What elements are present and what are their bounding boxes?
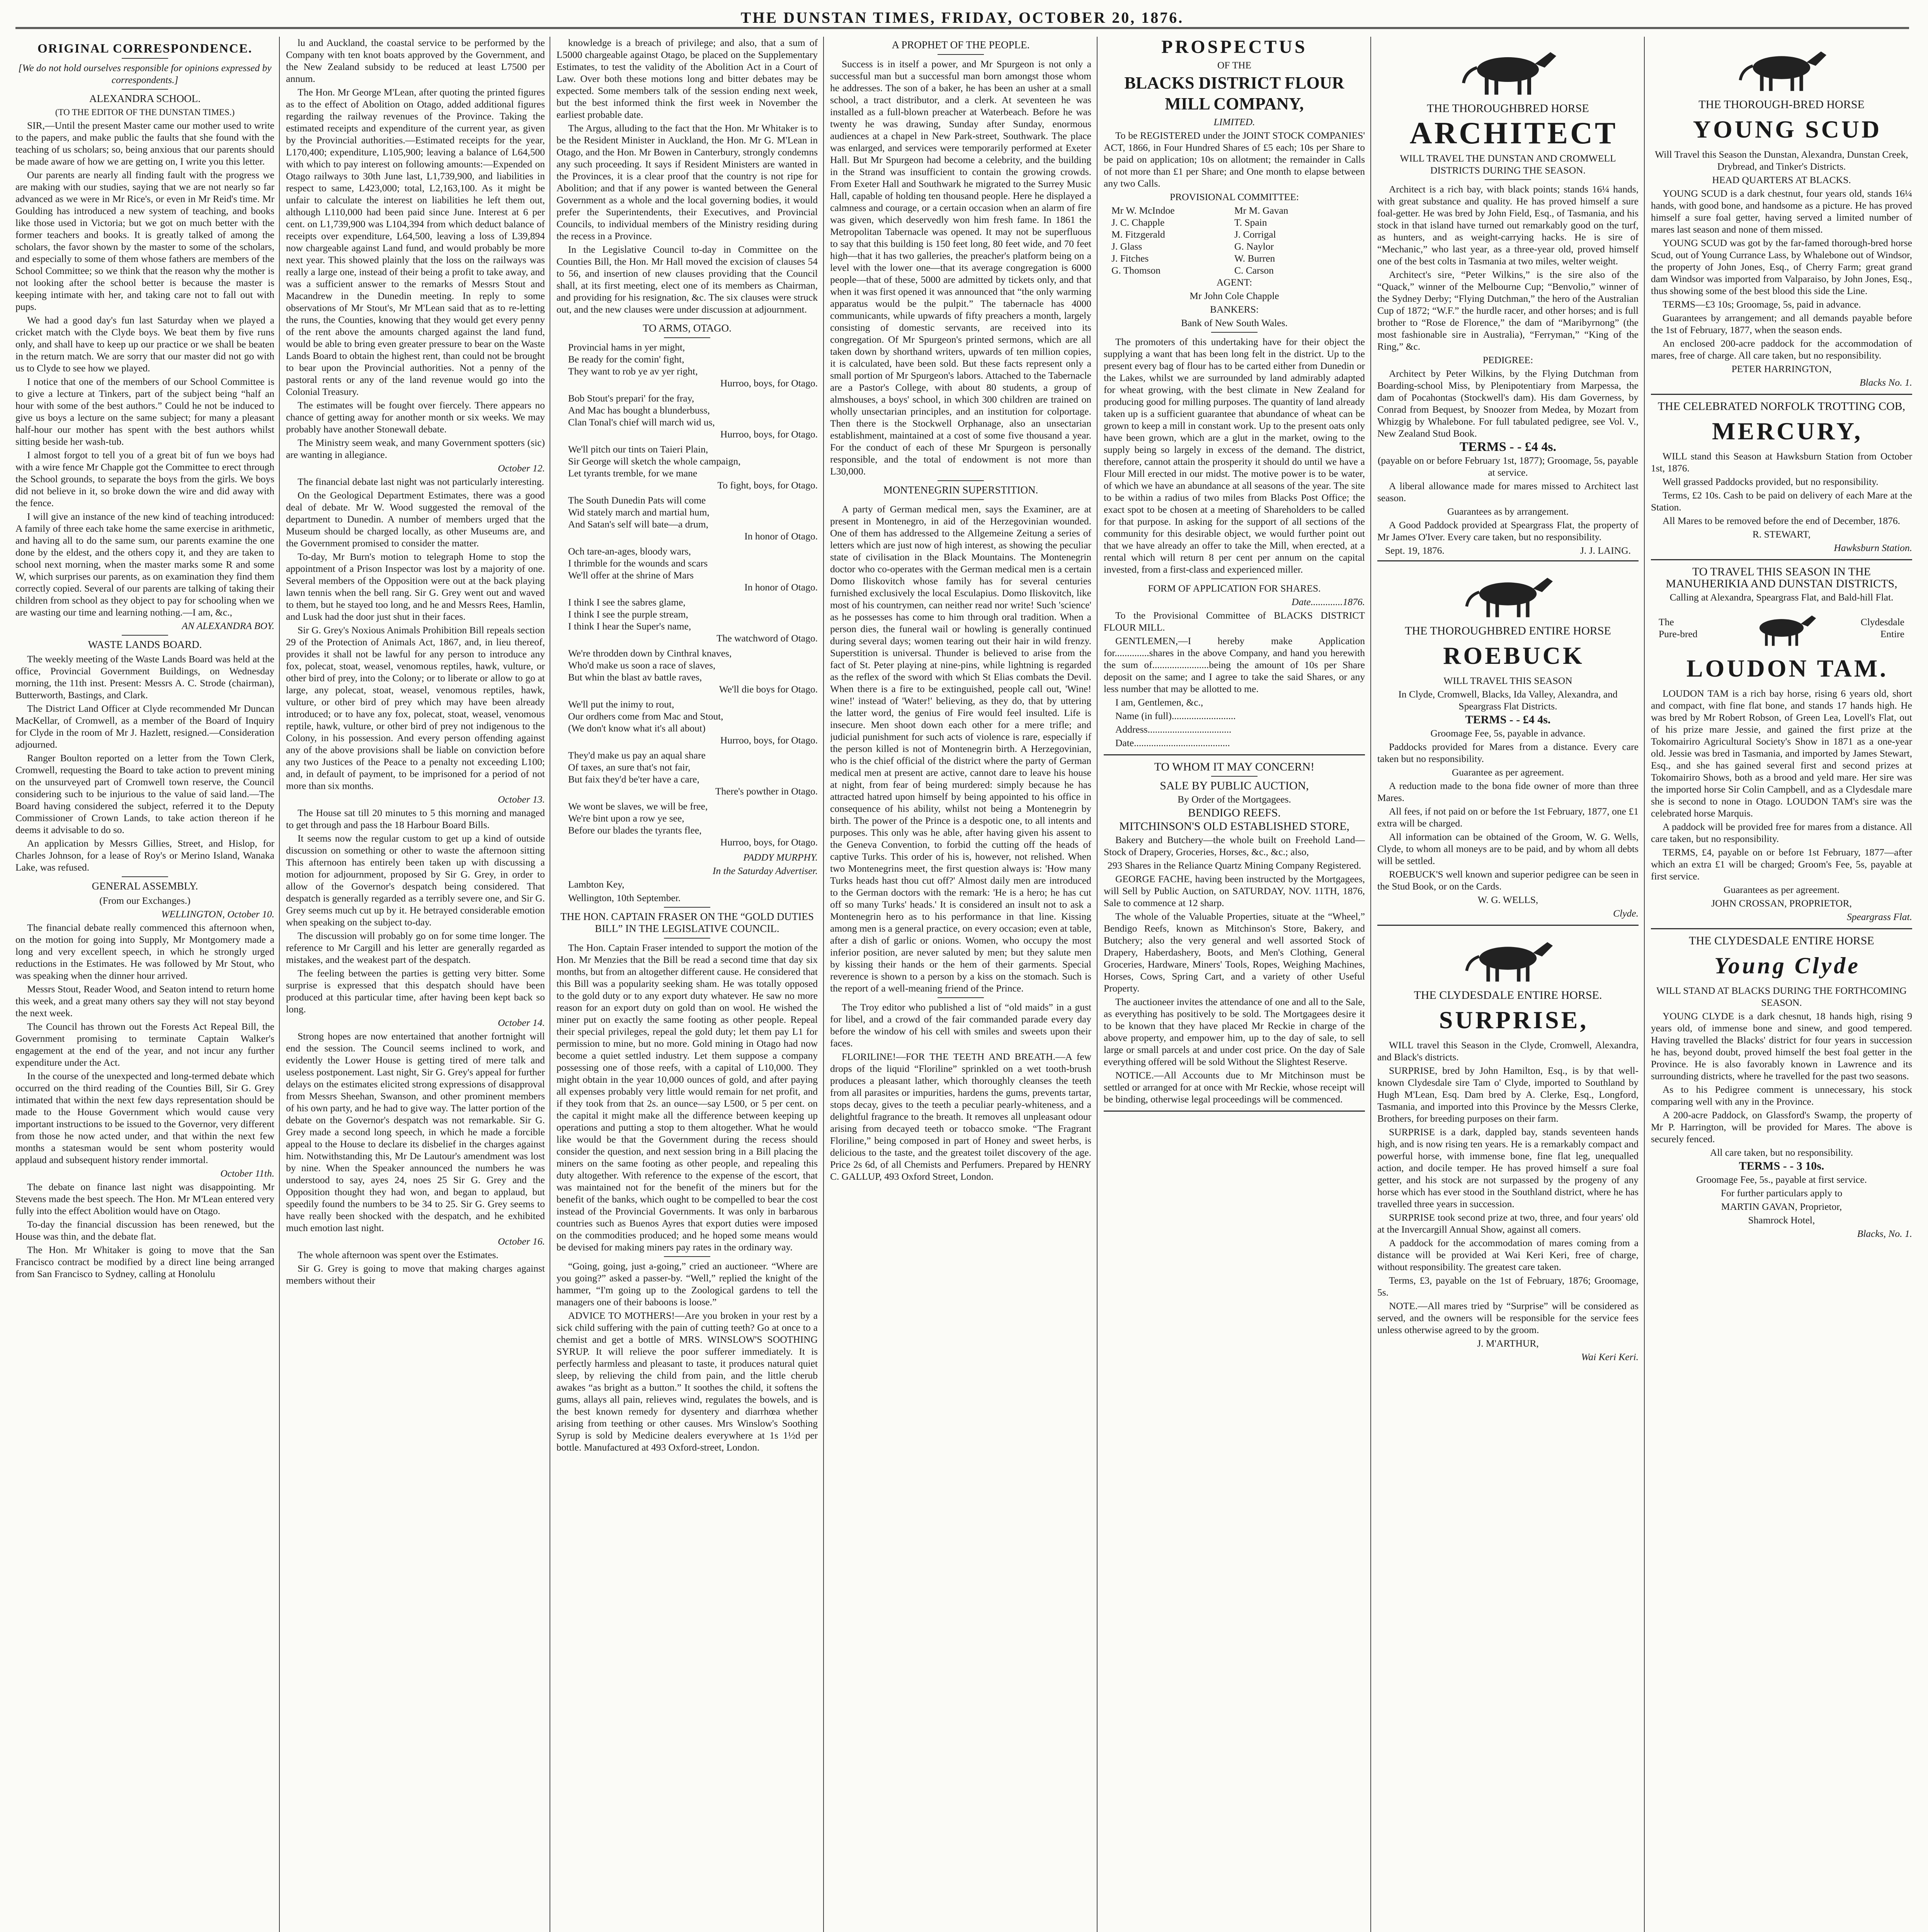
poem-line: Who'd make us soon a race of slaves, <box>568 660 716 671</box>
paragraph: Ranger Boulton reported on a letter from the Town Clerk, Cromwell, requesting the Board to take action to prevent mining on the unsurveyed part of Cromwell town reserve, the Council considering such to be injurious to the value of said land.—The Board having considered the subject, referred it to the Deputy Commissioner of Crown Lands, to take action thereon if he deems it advisable to do so. <box>15 752 274 835</box>
poem-line: And Mac has bought a blunderbuss, <box>568 405 710 416</box>
agent-heading: AGENT: <box>1216 277 1252 288</box>
architect-signoff <box>1377 544 1639 556</box>
poem-line: Our ordhers come from Mac and Stout, <box>568 711 723 722</box>
paragraph: A paddock for the accommodation of mares coming from a distance will be provided at Wai Keri Keri, free of charge, without responsibility. The greatest care taken. <box>1377 1237 1639 1272</box>
column-6 <box>1377 37 1639 1932</box>
tam-banner-right <box>1820 616 1904 640</box>
paragraph: Strong hopes are now entertained that another fortnight will end the session. The Council seems inclined to work, and evidently the Lower House is getting tired of mere talk and useless postponement. Last night, Sir G. Grey's appeal for further delays on the estimates elicited strong expressions of disapproval from Messrs Sheehan, Swanson, and other prominent members of his own party, and he had to give way. The latter portion of the debate on the Governor's despatch was not remarkable. Sir G. Grey made a second long speech, in which he made a forcible appeal to the House to declare its disbelief in the charges against him. Notwithstanding this, Mr De Lautour's amendment was lost by nine. When the Speaker announced the numbers he was understood to say, ayes 24, noes 25 Sir G. Grey and the Opposition thought they had won, and began to applaud, but speedily found the numbers to be 34 to 25. Sir G. Grey seems to have really been shocked with the despatch, and he exhibited much emotion last night. <box>286 1031 545 1233</box>
paragraph: An enclosed 200-acre paddock for the accommodation of mares, free of charge. All care taken, but no responsibility. <box>1651 338 1912 361</box>
paragraph: The Argus, alluding to the fact that the Hon. Mr Whitaker is to be the Resident Minister in Auckland, the Hon. Mr G. M'Lean in Otago, and the Hon. Mr Bowen in Canterbury, strongly condemns any such proceeding. It says if Resident Ministers are wanted in the Provinces, it is a clear proof that the country is not ripe for Abolition; and that if any power is wanted between the General Government as a whole and the local governing bodies, it would prefer the Superintendents, their Executives, and Provincial Councils, to individual members of the Ministry residing during the recess in a Province. <box>556 122 818 242</box>
poem-line: Hurroo, boys, for Otago. <box>720 378 818 389</box>
poem-line: Och tare-an-ages, bloody wars, <box>568 546 691 557</box>
dateline: October 13. <box>498 794 545 805</box>
poem-line: Of taxes, an sure that's not fair, <box>568 762 691 773</box>
paragraph: The Hon. Mr Whitaker is going to move that the San Francisco contract be modified by a direct line being arranged from San Francisco to Sydney, calling at Honolulu <box>15 1244 274 1279</box>
poem-line: In honor of Otago. <box>744 531 818 542</box>
paragraph: As to his Pedigree comment is unnecessary, his stock comparing well with any in the Province. <box>1651 1084 1912 1107</box>
paragraph: TERMS, £4, payable on or before 1st February, 1877—after which an extra £1 will be charged; Groom's Fee, 5s, payable at first service. <box>1651 847 1912 882</box>
committee-member: Mr M. Gavan <box>1234 205 1288 216</box>
column-rule <box>279 37 280 1932</box>
heading-to-arms: TO ARMS, OTAGO. <box>643 322 732 334</box>
paragraph: The Ministry seem weak, and many Government spotters (sic) are wanting in allegiance. <box>286 437 545 460</box>
poem-line: They'd make us pay an aqual share <box>568 750 706 761</box>
roebuck-place: Clyde. <box>1613 908 1639 919</box>
scud-place: Blacks No. 1. <box>1860 377 1912 388</box>
paragraph: The weekly meeting of the Waste Lands Board was held at the office, Provincial Government Buildings, on Wednesday morning, the 11th inst. Present: Messrs A. C. Strode (chairman), Butterworth, Bastings, and Clark. <box>15 653 274 701</box>
poem-line: Be ready for the comin' fight, <box>568 354 684 365</box>
poem-line: We're bint upon a row ye see, <box>568 813 684 824</box>
paragraph: The discussion will probably go on for some time longer. The reference to Mr Cargill and his letter are generally regarded as mistakes, and the weakest part of the despatch. <box>286 930 545 965</box>
bankers-name: Bank of New South Wales. <box>1181 317 1288 328</box>
column-2 <box>286 37 545 1932</box>
column-7 <box>1651 37 1912 1932</box>
committee-member: J. Corrigal <box>1234 229 1276 240</box>
paragraph: All care taken, but no responsibility. <box>1710 1147 1853 1158</box>
paragraph: All fees, if not paid on or before the 1st February, 1877, one £1 extra will be charged. <box>1377 806 1639 829</box>
column-5 <box>1104 37 1365 1932</box>
separator <box>122 635 168 636</box>
paragraph: Our parents are nearly all finding fault with the progress we are making with our studies, saying that we are not nearly so far advanced as we were in Mr Rice's, or even in Mr Reid's time. Mr Goulding has introduced a new system of teaching, and books like those used in Victoria; but we got on much better with the former teachers and books. It is greatly talked of among the scholars, the favor shown by the master to some of the scholars, and especially to some of them whose fathers are members of the School Committee; so we think that the reason why the mother is not looking after the school better is because the master is keeping intimate with her, and taking care not to fall out with pups. <box>15 169 274 312</box>
poet-name: PADDY MURPHY. <box>743 852 818 863</box>
poem-line: And Satan's self will bate—a drum, <box>568 519 708 530</box>
paragraph: We had a good day's fun last Saturday when we played a cricket match with the Clyde boys. We beat them by five runs only, and shall have to keep up our practice or we shall be beaten in the return match. We are sorry that our master did not go with us to Clyde to see how we played. <box>15 315 274 374</box>
heading-assembly: GENERAL ASSEMBLY. <box>92 880 198 892</box>
paragraph: Architect's sire, “Peter Wilkins,” is the sire also of the “Quack,” winner of the Melbourne Cup; “Benvolio,” winner of the Sydney Derby; “Flying Dutchman,” the hero of the Australian Cup of 1872; “W.F.” the hurdle racer, and other horses; and is full brother to “Rose de Florence,” the dam of “Maribyrnong” (the most fashionable sire in Australia), “Ferryman,” “King of the Ring,” &c. <box>1377 269 1639 352</box>
column-rule <box>823 37 824 1932</box>
poem-line: We'll die boys for Otago. <box>719 684 818 695</box>
scud-hq: HEAD QUARTERS AT BLACKS. <box>1712 174 1851 185</box>
agent-name: Mr John Cole Chapple <box>1189 290 1279 301</box>
separator <box>1211 578 1258 579</box>
column-3 <box>556 37 818 1932</box>
mercury-ad <box>1651 400 1912 560</box>
form-date: Date.............1876. <box>1292 596 1365 607</box>
company-name: BLACKS DISTRICT FLOUR MILL COMPANY, <box>1124 73 1344 113</box>
paragraph: Paddocks provided for Mares from a distance. Every care taken but no responsibility. <box>1377 741 1639 764</box>
form-date-line: Date....................................... <box>1115 737 1230 748</box>
masthead <box>15 8 1909 29</box>
committee-member: J. Fitches <box>1111 253 1149 264</box>
committee-member: M. Fitzgerald <box>1111 229 1165 240</box>
surprise-name: SURPRISE, <box>1439 1006 1589 1034</box>
architect-pre: THE THOROUGHBRED HORSE <box>1427 102 1589 115</box>
tam-pure: Pure-bred <box>1659 628 1698 639</box>
paragraph: SURPRISE took second prize at two, three, and four years' old at the Invercargill Annual Show, against all comers. <box>1377 1212 1639 1235</box>
column-1 <box>15 37 274 1932</box>
paragraph: The financial debate really commenced this afternoon when, on the motion for going into Supply, Mr Montgomery made a long and very excellent speech, in which he strongly urged reductions in the Estimates. He was followed by Mr Stout, who was speaking when the dinner hour arrived. <box>15 922 274 981</box>
poem-line: Provincial hams in yer might, <box>568 342 685 353</box>
paragraph: I almost forgot to tell you of a great bit of fun we boys had with a wire fence Mr Chapple got the Committee to erect through the School grounds, to separate the boys from the girls. We boys did not believe in it, so broke down the wire and did away with the fence. <box>15 449 274 509</box>
poem-line: I think I see the purple stream, <box>568 609 688 620</box>
roebuck-name: ROEBUCK <box>1443 642 1584 669</box>
paragraph: Bakery and Butchery—the whole built on Freehold Land—Stock of Drapery, Groceries, Horses, &c., &c.; also, <box>1104 834 1365 857</box>
tam-owner: JOHN CROSSAN, PROPRIETOR, <box>1711 898 1852 909</box>
whom-heading: TO WHOM IT MAY CONCERN! <box>1154 760 1315 773</box>
paragraph: The promoters of this undertaking have for their object the supplying a want that has been long felt in the district. Up to the present every bag of flour has to be carted either from Dunedin or the Lakes, whilst we are surrounded by land admirably adapted for wheat growing, with the best climate in New Zealand for producing good for milling purposes. The quantity of land already taken up is a sufficient guarantee that abundance of wheat can be grown to keep a mill in constant work. Up to the present oats only have been grown, which are a glut in the market, owing to the supply being so largely in excess of the demand. The district, therefore, cannot attain the prosperity it should do until we have a Flour Mill erected in our midst. The motive power is to be water, of which we have an abundance at all seasons of the year. The site to be within a radius of two miles from Blacks Post Office; the exact spot to be chosen at a meeting of Shareholders to be called for that purpose. In asking for the support of all sections of the community for this desirable object, we would further point out that we have already an offer to take the Mill, when erected, at a rental which will return 8 per cent per annum on the capital invested, from a first-class and experienced miller. <box>1104 336 1365 575</box>
paragraph: Guarantees as by arrangement. <box>1447 506 1569 517</box>
yc-pre: THE CLYDESDALE ENTIRE HORSE <box>1689 934 1874 947</box>
mercury-name: MERCURY, <box>1712 417 1863 445</box>
paragraph: The House sat till 20 minutes to 5 this morning and managed to get through and pass the 18 Harbour Board Bills. <box>286 807 545 830</box>
separator <box>664 938 710 939</box>
paragraph: In the course of the unexpected and long-termed debate which occurred on the third reading of the Counties Bill, Sir G. Grey intimated that within the next few days representation should be made to the House Government which would cause very important instructions to be issued to the Governor, very different from those he now acted under, and that within the next few months a statesman would be sent whom posterity would applaud and subsequent history render immortal. <box>15 1070 274 1165</box>
paragraph: All information can be obtained of the Groom, W. G. Wells, Clyde, to whom all moneys are to be paid, and by whom all debts will be settled. <box>1377 831 1639 866</box>
paragraph: SURPRISE is a dark, dappled bay, stands seventeen hands high, and is now rising ten years. He is a remarkably compact and powerful horse, with immense bone, fine flat leg, unequalled action, and docile temper. He has proved himself a sure foal getter, and his stock are not surpassed by the progeny of any horse which has ever stood in the Southland district, where he has travelled three years in succession. <box>1377 1126 1639 1209</box>
scud-owner: PETER HARRINGTON, <box>1731 363 1832 374</box>
paragraph: The whole afternoon was spent over the Estimates. <box>298 1249 499 1260</box>
paragraph: NOTICE.—All Accounts due to Mr Mitchinson must be settled or arranged for at once with Mr Reckie, whose receipt will be binding, otherwise legal proceedings will be commenced. <box>1104 1070 1365 1105</box>
paragraph: I notice that one of the members of our School Committee is to give a lecture at Tinkers, part of the subject being “half an hour with some of the best authors.” Could he not be induced to give us boys a lecture on the same subject; for many a pleasant half-hour our mother has spent with the best authors whilst sitting beside her wash-tub. <box>15 376 274 447</box>
committee-member: W. Burren <box>1234 253 1275 264</box>
masthead-title: THE DUNSTAN TIMES, FRIDAY, OCTOBER 20, 1876. <box>740 9 1184 26</box>
paragraph: To be REGISTERED under the JOINT STOCK COMPANIES' ACT, 1866, in Four Hundred Shares of £5 each; 10s per Share to be paid on application; 10s on allotment; the remainder in Calls of not more than £1 per Share; and One month to elapse between any two Calls. <box>1104 130 1365 189</box>
paragraph: Sir G. Grey's Noxious Animals Prohibition Bill repeals section 29 of the Protection of Animals Act, 1867, and, in lieu thereof, provides it shall not be lawful for any person to introduce any fox, polecat, stoat, weasel, venomous reptiles, hawk, vulture, or other bird of prey, into the Colony; or to liberate or allow to go at large, any polecat, stoat, weasel, venomous reptiles, hawk, vulture, or other bird of prey which may have been already introduced; or to have any fox, polecat, stoat, weasel, venomous reptile, hawk, vulture, or other bird of prey not indigenous to the Colony, in his possession. And every person offending against any of the above provisions shall be liable on conviction before any two Justices of the Peace to a penalty not exceeding L100; and, in default of payment, to be imprisoned for a period of not more than six months. <box>286 624 545 791</box>
paragraph: The auctioneer invites the attendance of one and all to the Sale, as everything has positively to be sold. The Mortgagees desire it to be known that they have placed Mr Reckie in charge of the above property, and empower him, up to the day of sale, to sell large or small parcels at and under cost price. On the day of Sale everything offered will be sold Without the Slightest Reserve. <box>1104 996 1365 1067</box>
paragraph: Terms, £2 10s. Cash to be paid on delivery of each Mare at the Station. <box>1651 490 1912 513</box>
architect-date: Sept. 19, 1876. <box>1385 545 1445 556</box>
shares: 293 Shares in the Reliance Quartz Mining Company Registered. <box>1107 860 1361 871</box>
committee-right <box>1234 204 1357 276</box>
paragraph: The Hon. Mr George M'Lean, after quoting the printed figures as to the effect of Abolition on Otago, added additional figures regarding the railway revenues of the Province. Taking the estimated receipts and expenditure of the current year, as given by the Provincial authorities.—Estimated receipts for the year, L170,400; expenditure, L105,900; leaving a balance of L64,500 with which to pay interest on following amounts:—Expended on Otago railways to 30th June last, L1,739,900, and liabilities in respect to same, L423,000; total, L2,163,100. As it might be unfair to calculate the interest on liabilities he left them out, although L110,000 had been paid since June. Interest at 6 per cent. on L1,739,900 was L104,394 from which deduct balance of receipts over expenditure, L64,500, leaving a loss of L39,894 now chargeable against Land fund, and would probably be more next year. This showed plainly that the loss on the railways was really a large one, instead of their being a profit to take away, and was a sufficient answer to the remarks of Messrs Stout and Macandrew in the Dunedin meeting. In reply to some observations of Mr Stout's, Mr M'Lean said that as to re-letting the runs, the Counties, knowing that they would get every penny of the rent above the amounts charged against the land fund, would be able to bring even greater pressure to bear on the Waste Lands Board to obtain the highest rent, than could not be brought to bear upon the Provincial authorities. Not a penny of the pastoral rents or any of the land revenue would go into the Colonial Treasury. <box>286 87 545 397</box>
column-4 <box>830 37 1091 1932</box>
poem-line: We'll pitch our tints on Taieri Plain, <box>568 444 708 455</box>
form-close: I am, Gentlemen, &c., <box>1115 697 1203 708</box>
separator <box>1211 776 1258 777</box>
poem-line: We'll put the inimy to rout, <box>568 699 674 710</box>
poem-line: In honor of Otago. <box>744 582 818 593</box>
bendigo: BENDIGO REEFS. <box>1188 806 1281 819</box>
horse-icon <box>1731 41 1832 95</box>
poem-line: To fight, boys, for Otago. <box>717 480 818 491</box>
tam-entire: Entire <box>1880 628 1904 639</box>
surprise-owner: J. M'ARTHUR, <box>1477 1338 1539 1349</box>
poem-line: But whin the blast av battle raves, <box>568 672 702 683</box>
paragraph: WILL stand this Season at Hawksburn Station from October 1st, 1876. <box>1651 451 1912 474</box>
paragraph: A reduction made to the bona fide owner of more than three Mares. <box>1377 780 1639 803</box>
horse-icon <box>1458 567 1558 621</box>
paragraph: Well grassed Paddocks provided, but no responsibility. <box>1663 476 1879 487</box>
poem-line: Clan Tonal's chief will march wid us, <box>568 417 715 428</box>
paragraph: A paddock will be provided free for mares from a distance. All care taken, but no responsibility. <box>1651 821 1912 844</box>
paragraph: ROEBUCK'S well known and superior pedigree can be seen in the Stud Book, or on the Cards. <box>1377 869 1639 892</box>
bankers-heading: BANKERS: <box>1210 304 1259 315</box>
heading-waste-lands: WASTE LANDS BOARD. <box>88 639 202 650</box>
paragraph: ADVICE TO MOTHERS!—Are you broken in your rest by a sick child suffering with the pain of cutting teeth? Go at once to a chemist and get a bottle of MRS. WINSLOW'S SOOTHING SYRUP. It will relieve the poor sufferer immediately. It is perfectly harmless and pleasant to taste, it produces natural quiet sleep, by relieving the child from pain, and the little cherub awakes “as bright as a button.” It soothes the child, it softens the gums, allays all pain, relieves wind, regulates the bowels, and is the best known remedy for dysentery and diarrhœa whether arising from teething or other causes. Mrs Winslow's Soothing Syrup is sold by Medicine dealers everywhere at 1s 1½d per bottle. Manufactured at 493 Oxford-street, London. <box>556 1310 818 1453</box>
scud-travel: Will Travel this Season the Dunstan, Alexandra, Dunstan Creek, Drybread, and Tinker's Districts. <box>1655 149 1908 172</box>
horse-icon <box>1454 41 1562 99</box>
separator <box>1211 332 1258 333</box>
committee-member: G. Naylor <box>1234 241 1274 252</box>
architect-terms: TERMS - - £4 4s. <box>1459 440 1557 454</box>
paragraph: The feeling between the parties is getting very bitter. Some surprise is expressed that this despatch should have been produced at this particular time, after having been kept back so long. <box>286 968 545 1015</box>
paragraph: To-day the financial discussion has been renewed, but the House was thin, and the debate flat. <box>15 1219 274 1242</box>
committee-member: T. Spain <box>1234 217 1267 228</box>
column-rule <box>1097 37 1098 1932</box>
paragraph: knowledge is a breach of privilege; and also, that a sum of L5000 chargeable against Otago, be placed on the Supplementary Estimates, to test the validity of the Abolition Act in a Court of Law. Over both these motions long and bitter debates may be expected. Some members talk of the session ending next week, but the best informed think the first week in November the earliest probable date. <box>556 37 818 120</box>
separator <box>664 1256 710 1257</box>
heading-school: ALEXANDRA SCHOOL. <box>89 93 201 104</box>
surprise-ad <box>1377 931 1639 1363</box>
poem-line: But faix they'd be'ter have a care, <box>568 774 699 785</box>
roebuck-owner: W. G. WELLS, <box>1477 894 1538 905</box>
exchanges-note: (From our Exchanges.) <box>99 895 191 906</box>
yc-terms: TERMS - - 3 10s. <box>1739 1160 1824 1172</box>
separator <box>938 54 984 55</box>
horse-icon <box>1743 605 1820 651</box>
committee-list <box>1104 204 1365 276</box>
poem-line: We'll offer at the shrine of Mars <box>568 570 694 581</box>
paragraph: For further particulars apply to <box>1720 1187 1843 1199</box>
paragraph: GEORGE FACHE, having been instructed by the Mortgagees, will Sell by Public Auction, on SATURDAY, NOV. 11TH, 1876, Sale to commence at 12 sharp. <box>1104 873 1365 908</box>
paragraph: A Good Paddock provided at Speargrass Flat, the property of Mr James O'Iver. Every care taken, but no responsibility. <box>1377 519 1639 543</box>
committee-member: Mr W. McIndoe <box>1111 205 1175 216</box>
committee-heading: PROVISIONAL COMMITTEE: <box>1169 191 1299 202</box>
separator <box>122 58 168 59</box>
committee-member: G. Thomson <box>1111 265 1161 276</box>
separator <box>1485 179 1531 180</box>
mercury-pre: THE CELEBRATED NORFOLK TROTTING COB, <box>1657 400 1906 413</box>
auction-ad <box>1104 761 1365 1112</box>
architect-ad <box>1377 41 1639 561</box>
yc-travel: WILL STAND AT BLACKS DURING THE FORTHCOMING SEASON. <box>1656 985 1907 1008</box>
poem-line: I thrimble for the wounds and scars <box>568 558 708 569</box>
paragraph: TERMS—£3 10s; Groomage, 5s, paid in advance. <box>1663 299 1861 310</box>
form-address-line: Address.................................. <box>1115 724 1232 735</box>
separator <box>664 318 710 319</box>
paragraph: It seems now the regular custom to get up a kind of outside discussion on something or other to waste the afternoon sitting This afternoon has entirely been taken up with discussing a motion for adjournment, proposed by Sir G. Grey, in order to allow of the Governor's despatch being considered. That despatch is generally regarded as a terribly severe one, and Sir G. Grey seems much cut up by it. He betrayed considerable emotion when speaking on the subject to-day. <box>286 833 545 928</box>
paragraph: The District Land Officer at Clyde recommended Mr Duncan MacKellar, of Cromwell, as a member of the Board of Inquiry for Clyde in the room of Mr J. Hazlett, resigned.—Consideration adjourned. <box>15 703 274 750</box>
dateline: WELLINGTON, October 10. <box>161 908 274 920</box>
poet-source: In the Saturday Advertiser. <box>713 865 818 876</box>
heading-correspondence: ORIGINAL CORRESPONDENCE. <box>37 42 252 56</box>
poem-line: We're throdden down by Cinthral knaves, <box>568 648 732 659</box>
poem <box>556 341 818 848</box>
paragraph: YOUNG SCUD is a dark chestnut, four years old, stands 16¼ hands, with good bone, and handsome as a picture. He has proved himself a sure foal getter, having served a limited number of mares last season and none of them missed. <box>1651 188 1912 235</box>
scud-pre: THE THOROUGH-BRED HORSE <box>1698 98 1865 111</box>
poem-line: Hurroo, boys, for Otago. <box>720 429 818 440</box>
dateline: October 16. <box>498 1236 545 1247</box>
roebuck-terms-detail: Groomage Fee, 5s, payable in advance. <box>1430 728 1586 739</box>
poem-line: I think I hear the Super's name, <box>568 621 691 632</box>
disclaimer: [We do not hold ourselves responsible for opinions expressed by correspondents.] <box>18 62 272 85</box>
surprise-place: Wai Keri Keri. <box>1581 1351 1639 1362</box>
tam-banner <box>1651 605 1912 651</box>
mercury-owner: R. STEWART, <box>1752 529 1811 540</box>
yc-hotel: Shamrock Hotel, <box>1748 1214 1815 1226</box>
committee-member: J. Glass <box>1111 241 1142 252</box>
heading-montenegrin: MONTENEGRIN SUPERSTITION. <box>883 484 1038 496</box>
tam-clydesdale: Clydesdale <box>1860 616 1904 628</box>
poem-line: We wont be slaves, we will be free, <box>568 801 708 812</box>
paragraph: Terms, £3, payable on the 1st of February, 1876; Groomage, 5s. <box>1377 1275 1639 1298</box>
paragraph: To-day, Mr Burn's motion to telegraph Home to stop the appointment of a Prison Inspector was lost by a majority of one. Several members of the Opposition were out at the back playing lawn tennis when the bell rang. Sir G. Grey went out and waved to them, but he stayed too long, and he and Messrs Rees, Hamlin, and Lusk had the door just shut in their faces. <box>286 551 545 622</box>
scud-name: YOUNG SCUD <box>1693 116 1882 143</box>
paragraph: “Going, going, just a-going,” cried an auctioneer. “Where are you going?” asked a passer-by. “Well,” replied the knight of the hammer, “I'm going up to the Zoological gardens to tell the managers one of their baboons is loose.” <box>556 1260 818 1308</box>
paragraph: Sir G. Grey is going to move that making charges against members without their <box>286 1263 545 1286</box>
form-to: To the Provisional Committee of BLACKS DISTRICT FLOUR MILL. <box>1104 610 1365 633</box>
paragraph: FLORILINE!—FOR THE TEETH AND BREATH.—A few drops of the liquid “Floriline” sprinkled on a wet tooth-brush produces a pleasant lather, which thoroughly cleanses the teeth from all parasites or impurities, hardens the gums, prevents tartar, stops decay, gives to the teeth a peculiar pearly-whiteness, and a delightful fragrance to the breath. It removes all unpleasant odour arising from decayed teeth or tobacco smoke. “The Fragrant Floriline,” being composed in part of Honey and sweet herbs, is delicious to the taste, and the greatest toilet discovery of the age. Price 2s 6d, of all Chemists and Perfumers. Prepared by HENRY C. GALLUP, 493 Oxford Street, London. <box>830 1051 1091 1182</box>
paragraph: All Mares to be removed before the end of December, 1876. <box>1663 515 1901 526</box>
tam-pre: TO TRAVEL THIS SEASON IN THE MANUHERIKIA AND DUNSTAN DISTRICTS, <box>1666 565 1897 590</box>
paragraph: Guarantees by arrangement; and all demands payable before the 1st of February, 1877, when the season ends. <box>1651 312 1912 335</box>
separator <box>938 997 984 998</box>
paragraph: Messrs Stout, Reader Wood, and Seaton intend to return home this week, and a great many others say they will not stay beyond the next week. <box>15 983 274 1019</box>
poem-line: Hurroo, boys, for Otago. <box>720 735 818 746</box>
paragraph: The whole of the Valuable Properties, situate at the “Wheel,” Bendigo Reefs, known as Mitchinson's Store, Bakery, and Butchery; also the very general and well assorted Stock of Drapery, Haberdashery, Boots, and Men's Clothing, General Groceries, Hardware, Miners' Tools, Ropes, Weighing Machines, Horses, Cows, Spring Cart, and a variety of other Useful Property. <box>1104 911 1365 994</box>
roebuck-terms: TERMS - - £4 4s. <box>1465 713 1551 726</box>
paragraph: The Council has thrown out the Forests Act Repeal Bill, the Government promising to terminate Captain Walker's engagement at the end of the year, and not incur any further expenditure under the Act. <box>15 1021 274 1068</box>
paragraph: LOUDON TAM is a rich bay horse, rising 6 years old, short and compact, with fine flat bone, and stands 17 hands high. He was bred by Mr Robert Robson, of Green Lea, Lovell's Flat, out of his prize mare Jessie, and gained the first prize at the Tokomairiro Agricultural Society's Show in 1871 as a one-year old. Jessie was bred in Tasmania, and imported by James Stewart, Esq., and she has gained several first and second prizes at Tokomairiro Shows, both as a brood and yeld mare. Her sire was the imported horse Sir Colin Campbell, and as a Clydesdale mare she is second to none in Otago. LOUDON TAM's sire was the celebrated horse Marquis. <box>1651 688 1912 819</box>
of-the: OF THE <box>1217 60 1252 71</box>
paragraph: An application by Messrs Gillies, Street, and Hislop, for Charles Johnson, for a lease of Roy's or Merino Island, Wanaka Lake, was refused. <box>15 838 274 873</box>
surprise-pre: THE CLYDESDALE ENTIRE HORSE. <box>1414 989 1602 1002</box>
column-rule <box>1370 37 1371 1932</box>
signature: AN ALEXANDRA BOY. <box>182 620 274 631</box>
limited: LIMITED. <box>1213 116 1255 128</box>
paragraph: WILL travel this Season in the Clyde, Cromwell, Alexandra, and Black's districts. <box>1377 1039 1639 1063</box>
form-name-line: Name (in full).......................... <box>1115 710 1236 721</box>
paragraph: YOUNG SCUD was got by the far-famed thorough-bred horse Scud, out of Young Currance Lass, by Whalebone out of Windsor, the property of John Jones, Esq., of Cherry Farm; great grand dam Windsor was imported from Valparaiso, by John Jones, Esq., thus showing some of the best blood this side the Line. <box>1651 237 1912 296</box>
separator <box>122 89 168 90</box>
paragraph: Guarantee as per agreement. <box>1452 767 1564 778</box>
poem-line: Let tyrants tremble, for we mane <box>568 468 698 479</box>
sale-heading: SALE BY PUBLIC AUCTION, <box>1160 779 1309 792</box>
column-rule <box>1644 37 1645 1932</box>
paragraph: The Hon. Captain Fraser intended to support the motion of the Hon. Mr Menzies that the Bill be read a second time that day six months, but from an altogether different cause. He considered that this Bill was a popularity seeking sham. He was totally opposed to the gold duty or to any export duty whatever. He saw no more reason for an export duty on gold than on wool. He wished the miner put on exactly the same footing as other people. Repeal their special privileges, repeal the gold duty; let them pay L1 for permission to mine, but no more. Gold mining in Otago had now become a quiet settled industry. Let them suppose a company possessing one of those reefs, with a capital of L10,000. They might obtain in the year 10,000 ounces of gold, and after paying all expenses probably very little would remain for net profit, and if they took from that 2s. an ounce—say L500, or 5 per cent. on the capital it might make all the difference between keeping up operations and putting a stop to them altogether. What he would like would be that the Government during the recess should consider the question, and next session bring in a Bill placing the miners on the same footing as other people, and repealing this duty altogether. With reference to the expense of the escort, that was maintained not for the benefit of the miners but for the benefit of the banks, which ought to be compelled to bear the cost instead of the Provincial Governments. It was only in barbarous countries such as Buenos Ayres that export duties were imposed on the commodities produced; and he hoped some means would be devised for making miners pay rates in the ordinary way. <box>556 942 818 1253</box>
roebuck-where: In Clyde, Cromwell, Blacks, Ida Valley, Alexandra, and Speargrass Flat Districts. <box>1398 689 1618 712</box>
separator <box>122 876 168 877</box>
yc-place: Blacks, No. 1. <box>1857 1228 1912 1239</box>
form-heading: FORM OF APPLICATION FOR SHARES. <box>1148 583 1321 594</box>
poem-line: I think I see the sabres glame, <box>568 597 686 608</box>
poem-line: They want to rob ye av yer right, <box>568 366 698 377</box>
paragraph: Guarantees as per agreement. <box>1723 884 1840 895</box>
separator <box>664 337 710 338</box>
poem-line: Before our blades the tyrants flee, <box>568 825 702 836</box>
paragraph: NOTE.—All mares tried by “Surprise” will be considered as served, and the owners will be responsible for the service fees unless otherwise agreed to by the groom. <box>1377 1300 1639 1335</box>
poem-line: Sir George will sketch the whole campaign, <box>568 456 741 467</box>
architect-owner: J. J. LAING. <box>1580 545 1631 556</box>
paragraph: On the Geological Department Estimates, there was a good deal of debate. Mr W. Wood suggested the removal of the department to Dunedin. A number of members urged that the Museum should be charged locally, as other Museums are, and the Government promised to consider the matter. <box>286 490 545 549</box>
tam-place: Speargrass Flat. <box>1846 911 1912 922</box>
architect-terms-detail: (payable on or before February 1st, 1877); Groomage, 5s, payable at service. <box>1377 455 1639 478</box>
architect-name: ARCHITECT <box>1409 116 1618 150</box>
young-clyde-ad <box>1651 935 1912 1240</box>
tam-banner-left <box>1659 616 1743 640</box>
tam-calls: Calling at Alexandra, Speargrass Flat, and Bald-hill Flat. <box>1669 592 1894 603</box>
poet-date: Wellington, 10th September. <box>568 892 681 903</box>
pedigree-heading: PEDIGREE: <box>1482 354 1533 366</box>
heading-fraser: THE HON. CAPTAIN FRASER ON THE “GOLD DUTIES BILL” IN THE LEGISLATIVE COUNCIL. <box>560 911 814 934</box>
yc-owner: MARTIN GAVAN, Proprietor, <box>1721 1201 1842 1212</box>
paragraph: Success is in itself a power, and Mr Spurgeon is not only a successful man but a successful man born amongst those whom he addresses. The son of a baker, he has been an usher at a small school, a tract distributor, and a clerk. At seventeen he was installed as a full-blown preacher at Waterbeach. Before he was twenty he was drawing, Sunday after Sunday, enormous audiences at a chapel in New Park-street, Southwark. The place was enlarged, and services were temporarily performed at Exeter Hall. But Mr Spurgeon had become a celebrity, and the building in the Strand was insufficient to contain the growing crowds. From Exeter Hall and Southwark he migrated to the Surrey Music Hall, capable of holding ten thousand people. Here he displayed a calmness and courage, or a certain occasion when an alarm of fire was given, which deservedly won him fresh fame. In 1861 the Metropolitan Tabernacle was opened. It may not be superfluous to say that this building is 150 feet long, 80 feet wide, and 70 feet high—that it has two galleries, the preacher's platform being on a level with the lower one—that its average congregation is 6000 people—that of these, 5000 are admitted by tickets only, and that when it was first opened it was announced that “the only warming apparatus would be the pulpit.” The tabernacle has 4000 communicants, while upwards of fifty preachers a month, largely consisting of domestic servants, are received into its congregation. Of Mr Spurgeon's printed sermons, which are all taken down by shorthand writers, upwards of ten million copies, it is calculated, have been sold. But these facts represent only a small portion of Mr Spurgeon's labors. Attached to the Tabernacle are a Pastor's College, with about 80 students, a group of almshouses, a boys' school, in which 300 children are trained on wholly unsectarian principles, and an institution for colportage. Then there is the Stockwell Orphanage, also an unsectarian establishment, maintained at a cost of some five thousand a year. For the conduct of each of these Mr Spurgeon is personally responsible, and the total of endowment is not more than L30,000. <box>830 58 1091 477</box>
yc-terms-detail: Groomage Fee, 5s., payable at first service. <box>1696 1174 1867 1185</box>
paragraph: lu and Auckland, the coastal service to be performed by the Company with ten knot boats approved by the Government, and the New Zealand subsidy to be reduced at least L7500 per annum. <box>286 37 545 84</box>
paragraph: The Troy editor who published a list of “old maids” in a gust for libel, and a crowd of the fair commanded parade every day before the window of his cell with smiles and sweets upon their faces. <box>830 1002 1091 1049</box>
separator <box>938 480 984 481</box>
paragraph: A 200-acre Paddock, on Glassford's Swamp, the property of Mr P. Harrington, will be provided for Mares. The above is securely fenced. <box>1651 1109 1912 1145</box>
heading-prophet: A PROPHET OF THE PEOPLE. <box>892 39 1030 51</box>
dateline: October 12. <box>498 463 545 474</box>
paragraph: The financial debate last night was not particularly interesting. <box>298 476 544 487</box>
loudon-tam-ad <box>1651 566 1912 929</box>
horse-icon <box>1458 931 1558 985</box>
poem-line: The South Dunedin Pats will come <box>568 495 706 506</box>
prospectus-ad <box>1104 37 1365 755</box>
poem-line: Wid stately march and martial hum, <box>568 507 710 518</box>
mercury-place: Hawksburn Station. <box>1834 542 1912 553</box>
form-body: GENTLEMEN,—I hereby make Application for..............shares in the above Company, and hand you herewith the sum of.......................being the amount of 10s per Share deposit on the same; and I agree to take the said Shares, or any less number that may be allotted to me. <box>1104 635 1365 694</box>
to-editor: (TO THE EDITOR OF THE DUNSTAN TIMES.) <box>55 107 235 117</box>
committee-member: C. Carson <box>1234 265 1274 276</box>
paragraph: A liberal allowance made for mares missed to Architect last season. <box>1377 480 1639 503</box>
paragraph: SURPRISE, bred by John Hamilton, Esq., is by that well-known Clydesdale sire Tam o' Clyde, imported to Southland by Hugh M'Lean, Esq. Dam bred by A. Clerke, Esq., Longford, Tasmania, and imported into this Province by the Messrs Clerke, Brothers, for breeding purposes on their farm. <box>1377 1065 1639 1124</box>
paragraph: I will give an instance of the new kind of teaching introduced: A family of three each take home the same exercise in arithmetic, and having all to do the same sum, our parents examine the one done by the eldest, and the others copy it, and they are taken to school next morning, when the master marks some R and some W, which surprises our parents, as on examination they find them correctly copied. Several of our parents are talking of taking their children from school as they object to pay for schooling when we are wasting our time and learning nothing.—I am, &c., <box>15 511 274 618</box>
separator <box>664 907 710 908</box>
paragraph: Architect by Peter Wilkins, by the Flying Dutchman from Boarding-school Miss, by Plenipotentiary from Marpessa, the dam of Pocahontas (Stockwell's dam). His dam Governess, by Conrad from Bequest, by Snoozer from Medea, by Mozart from Whizgig by Whalebone. For full tabulated pedigree, see Vol. V., New Zealand Stud Book. <box>1377 368 1639 439</box>
poem-line: Hurroo, boys, for Otago. <box>720 837 818 848</box>
tam-the: The <box>1659 616 1674 628</box>
paragraph: A party of German medical men, says the Examiner, are at present in Montenegro, in aid of the Herzegovinian wounded. One of them has addressed to the Allgemeine Zeitung a series of letters which are just now of high interest, as showing the peculiar state of civilisation in the Black Mountains. The Montenegrin doctor who co-operates with the German medical men is a certain Domo Iliskovitch whose family has for several centuries furnished exclusively the local Esculapius. Domo Iliskovitch, like most of his countrymen, can neither read nor write! Such 'science' as he possesses has come to him through oral tradition. When a person dies, the funeral wail or howling is generally continued during several days; women tearing out their hair in wild frenzy. Superstition is universal. Thunder is believed to arise from the fact of St. Peter playing at nine-pins, while lightning is regarded as the reflex of the sword with which St Elias combats the Devil. When there is a fire to be extinguished, people call out, 'Wine! wine!' instead of 'Water!' believing, as they do, that by uttering the latter word, the genius of Fire would feel insulted. Life is insecure. Men shoot down each other for a mere trifle; and judicial punishment for such acts of violence is rare, especially if the person killed is not of Montenegrin birth. A Herzegovinian, who is the chief official of the district where the party of German medical men at present are active, cannot dare to leave his house at night, from fear of being murdered: simply because he has attracted hatred upon himself by being appointed to his office in consequence of his ability, whilst not being a Montenegrin by birth. The power of the Prince is a despotic one, to all intents and purposes. This only was he able, after having given his assent to the Geneva Convention, to forbid the cutting off the heads of captive Turks. This order of his is, however, not relished. When two Montenegrins meet, the first question always is: 'How many Turks heads hast thou cut off?' Almost daily men are introduced to the German doctors with the remark: 'He is a hero; he has cut off so many Turks' heads.' It is considered an insult not to ask a Montenegrin hero as to his performance in that line. Kissing among men is a general practice, on every occasion; even at table, after a dish of garlic or onions. Women, who occupy the most inferior position, are never saluted by men; but they salute men by kissing their hands or the hem of their garments. Special reverence is shown to a person by a kiss on the stomach. Such is the report of a well-meaning friend of the Prince. <box>830 503 1091 994</box>
mitchinson-store: MITCHINSON'S OLD ESTABLISHED STORE, <box>1119 820 1349 833</box>
yc-name: Young Clyde <box>1714 953 1860 978</box>
poem-line: The watchword of Otago. <box>716 633 818 644</box>
poem-line: Bob Stout's prepari' for the fray, <box>568 393 694 404</box>
committee-member: J. C. Chapple <box>1111 217 1165 228</box>
paragraph: Architect is a rich bay, with black points; stands 16¼ hands, with great substance and quality. He has proved himself a sure foal-getter. He was bred by John Field, Esq., of Tasmania, and his stock in that island have turned out remarkably good on the turf, as hunters, and as weight-carrying hacks. He is sire of “Mechanic,” who last year, as a three-year old, proved himself one of the best colts in Tasmania at two miles, welter weight. <box>1377 184 1639 267</box>
dateline: October 14. <box>498 1017 545 1028</box>
roebuck-ad <box>1377 567 1639 926</box>
paragraph: The estimates will be fought over fiercely. There appears no chance of getting away for another month or six weeks. We may probably have another Stonewall debate. <box>286 400 545 435</box>
paragraph: In the Legislative Council to-day in Committee on the Counties Bill, the Hon. Mr Hall moved the excision of clauses 54 to 56, and insertion of new clauses providing that the Council shall, at its first meeting, elect one of its members as Chairman, and providing for his resignation, &c. The six clauses were struck out, and the new clauses were under discussion at adjournment. <box>556 244 818 315</box>
paragraph: SIR,—Until the present Master came our mother used to write to the papers, and make public the faults that she found with the teaching of us scholars; so, being anxious that our parents should be made aware of how we are getting on, I write you this letter. <box>15 120 274 167</box>
sale-order: By Order of the Mortgagees. <box>1178 794 1291 805</box>
roebuck-pre: THE THOROUGHBRED ENTIRE HORSE <box>1405 624 1611 637</box>
roebuck-travel: WILL TRAVEL THIS SEASON <box>1443 675 1572 686</box>
young-scud-ad <box>1651 41 1912 395</box>
tam-name: LOUDON TAM. <box>1686 655 1889 682</box>
dateline: October 11th. <box>220 1168 274 1179</box>
paragraph: The debate on finance last night was disappointing. Mr Stevens made the best speech. The Hon. Mr M'Lean entered very fully into the effect Abolition would have on Otago. <box>15 1181 274 1216</box>
poem-line: (We don't know what it's all about) <box>568 723 706 734</box>
separator <box>938 499 984 500</box>
paragraph: YOUNG CLYDE is a dark chesnut, 18 hands high, rising 9 years old, of immense bone and sinew, and good tempered. Having travelled the Blacks' district for four years in succession he has, beyond doubt, proved himself the best foal getter in the Province. He is also favorably known in Lawrence and its surrounding districts, where he travelled for the past two seasons. <box>1651 1010 1912 1082</box>
poem-line: There's powther in Otago. <box>715 786 818 797</box>
architect-travel: WILL TRAVEL THE DUNSTAN AND CROMWELL DISTRICTS DURING THE SEASON. <box>1400 153 1616 176</box>
poet-place: Lambton Key, <box>568 879 625 890</box>
prospectus-heading: PROSPECTUS <box>1161 37 1307 57</box>
committee-left <box>1111 204 1234 276</box>
